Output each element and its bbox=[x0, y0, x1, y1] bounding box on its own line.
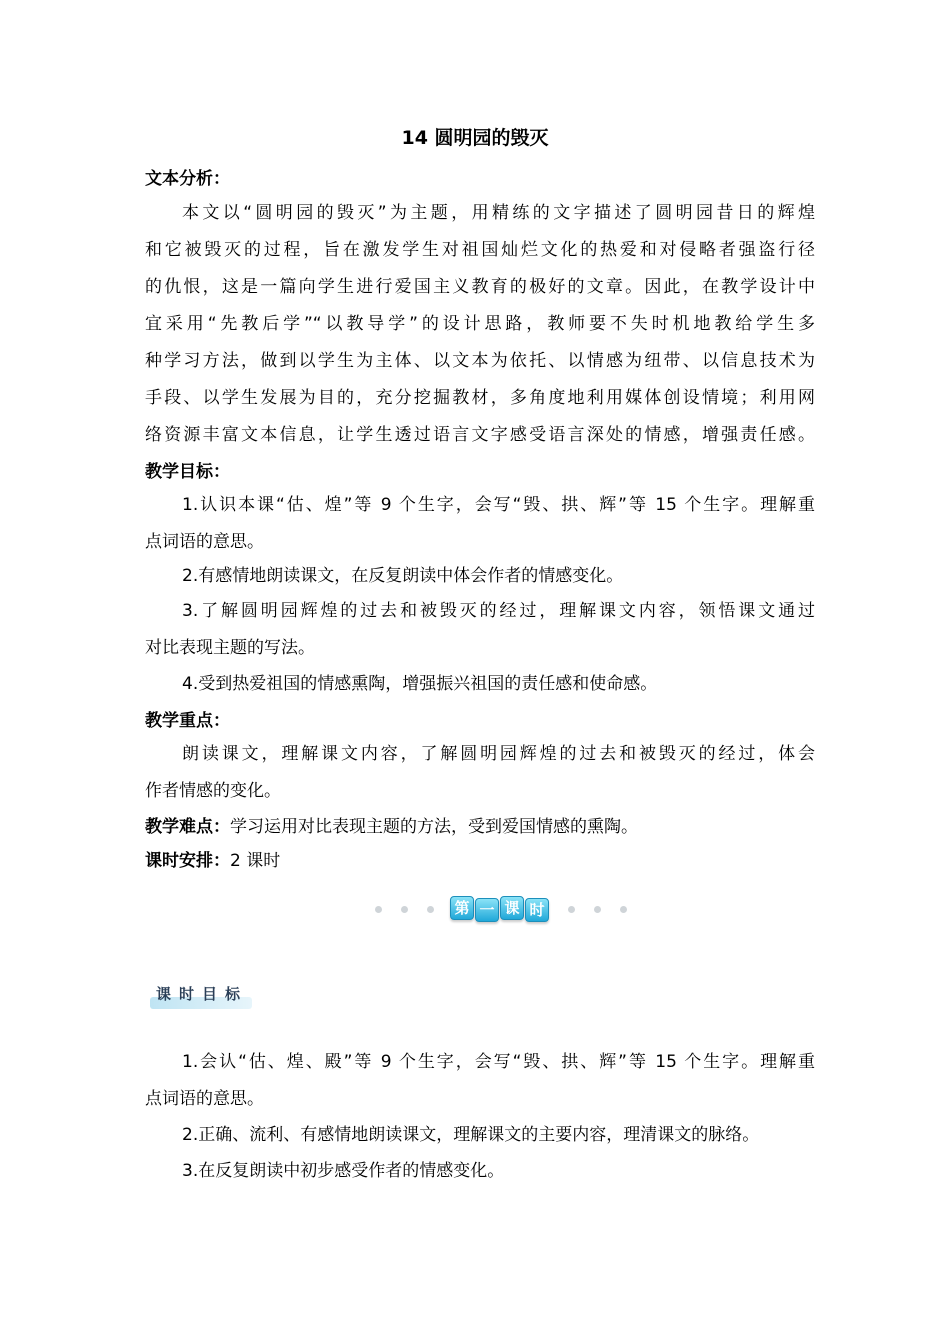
banner-char: 课 bbox=[500, 896, 524, 920]
objectives-tag-label: 课时目标 bbox=[156, 985, 249, 1003]
key-points-text-cont: 作者情感的变化。 bbox=[145, 781, 281, 801]
objective-item: 1.会认“估、煌、殿”等 9 个生字，会写“毁、拱、辉”等 15 个生字。理解重 bbox=[182, 1052, 815, 1072]
banner-dot bbox=[375, 906, 382, 913]
analysis-line: 种学习方法，做到以学生为主体、以文本为依托、以情感为纽带、以信息技术为 bbox=[145, 351, 815, 371]
banner-dot bbox=[568, 906, 575, 913]
goal-item: 3.了解圆明园辉煌的过去和被毁灭的经过，理解课文内容，领悟课文通过 bbox=[182, 601, 815, 621]
objective-item: 3.在反复朗读中初步感受作者的情感变化。 bbox=[182, 1161, 505, 1181]
schedule-row bbox=[145, 846, 815, 871]
objective-item: 2.正确、流利、有感情地朗读课文，理解课文的主要内容，理清课文的脉络。 bbox=[182, 1125, 760, 1145]
analysis-line: 手段、以学生发展为目的，充分挖掘教材，多角度地利用媒体创设情境；利用网 bbox=[145, 388, 815, 408]
analysis-line: 的仇恨，这是一篇向学生进行爱国主义教育的极好的文章。因此，在教学设计中 bbox=[145, 277, 815, 297]
goal-item: 1.认识本课“估、煌”等 9 个生字，会写“毁、拱、辉”等 15 个生字。理解重 bbox=[182, 495, 815, 515]
goals-heading: 教学目标： bbox=[145, 462, 230, 482]
analysis-line: 络资源丰富文本信息，让学生透过语言文字感受语言深处的情感，增强责任感。 bbox=[145, 425, 815, 445]
analysis-line: 宜采用“先教后学”“以教导学”的设计思路，教师要不失时机地教给学生多 bbox=[145, 314, 815, 334]
schedule-text: 2 课时 bbox=[230, 851, 281, 871]
key-points-text: 朗读课文，理解课文内容，了解圆明园辉煌的过去和被毁灭的经过，体会 bbox=[182, 744, 815, 764]
banner-dot bbox=[427, 906, 434, 913]
objectives-tag bbox=[150, 981, 252, 1009]
lesson-title: 14 圆明园的毁灭 bbox=[401, 127, 549, 149]
difficulty-text: 学习运用对比表现主题的方法，受到爱国情感的熏陶。 bbox=[230, 817, 638, 837]
schedule-label: 课时安排： bbox=[145, 851, 230, 871]
first-lesson-banner bbox=[370, 895, 632, 925]
banner-dot bbox=[620, 906, 627, 913]
goal-item: 4.受到热爱祖国的情感熏陶，增强振兴祖国的责任感和使命感。 bbox=[182, 674, 658, 694]
analysis-line: 本文以“圆明园的毁灭”为主题，用精练的文字描述了圆明园昔日的辉煌 bbox=[182, 203, 815, 223]
analysis-heading: 文本分析： bbox=[145, 169, 230, 189]
goal-item: 2.有感情地朗读课文，在反复朗读中体会作者的情感变化。 bbox=[182, 566, 624, 586]
goal-item-cont: 对比表现主题的写法。 bbox=[145, 638, 315, 658]
key-points-heading: 教学重点： bbox=[145, 711, 230, 731]
banner-char: 时 bbox=[525, 898, 549, 922]
banner-char: 第 bbox=[450, 896, 474, 920]
objective-item-cont: 点词语的意思。 bbox=[145, 1089, 264, 1109]
analysis-line: 和它被毁灭的过程，旨在激发学生对祖国灿烂文化的热爱和对侵略者强盗行径 bbox=[145, 240, 815, 260]
banner-char: 一 bbox=[475, 898, 499, 922]
difficulty-label: 教学难点： bbox=[145, 817, 230, 837]
goal-item-cont: 点词语的意思。 bbox=[145, 532, 264, 552]
banner-dot bbox=[594, 906, 601, 913]
banner-dot bbox=[401, 906, 408, 913]
difficulty-row bbox=[145, 812, 815, 837]
